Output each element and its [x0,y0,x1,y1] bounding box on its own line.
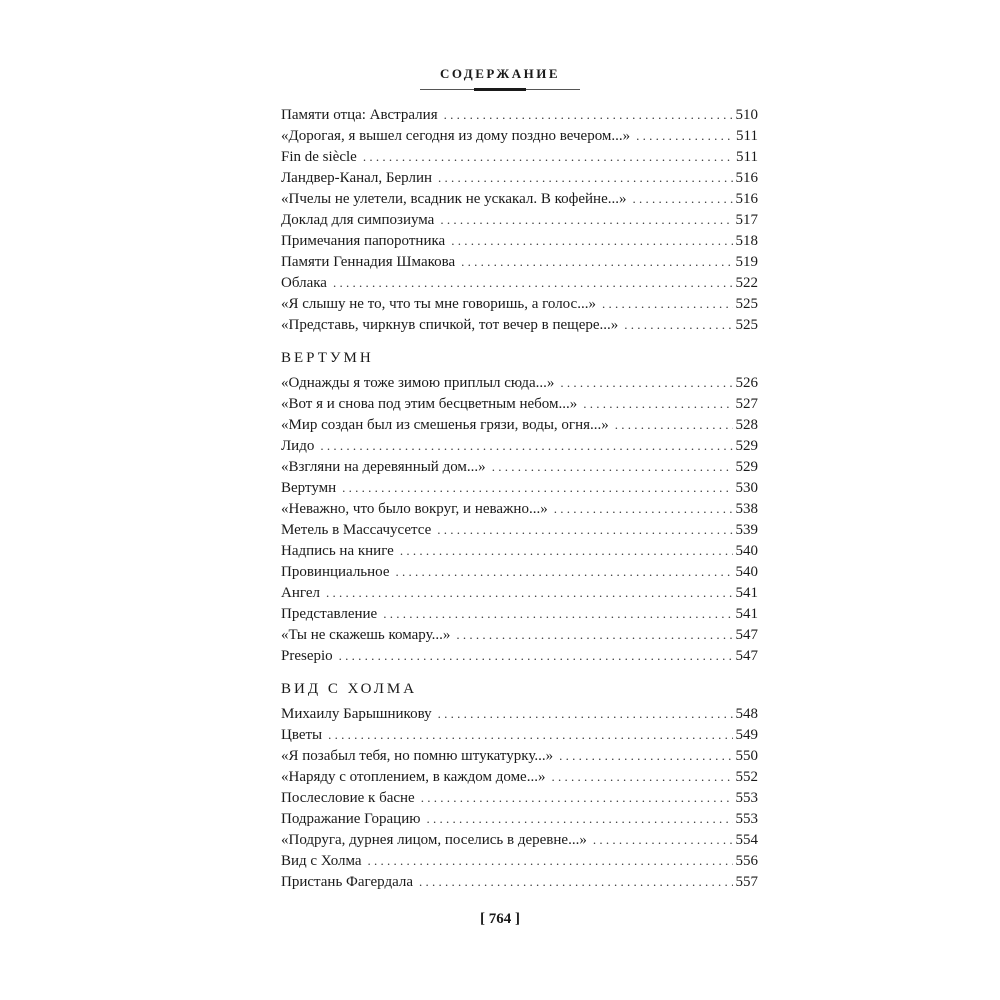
dot-leader [444,104,733,125]
toc-entry-title: «Взгляни на деревянный дом...» [281,459,486,475]
dot-leader [636,125,733,146]
toc-entry [281,456,758,477]
dot-leader [583,393,732,414]
toc-entry-title: Доклад для симпозиума [281,212,435,228]
dot-leader [551,766,732,787]
toc-entry-title: Метель в Массачусетсе [281,522,432,538]
toc-entry [281,372,758,393]
toc-entry-title: Presepio [281,648,333,664]
dot-leader [456,624,732,645]
table-of-contents [281,104,758,892]
toc-entry [281,188,758,209]
toc-entry-title: Представление [281,606,378,622]
toc-entry [281,561,758,582]
dot-leader [396,561,733,582]
dot-leader [440,209,732,230]
toc-entry [281,724,758,745]
toc-entry [281,808,758,829]
toc-entry-title: Примечания папоротника [281,233,446,249]
toc-entry [281,871,758,892]
toc-entry [281,251,758,272]
toc-entry-page: 549 [735,727,758,743]
toc-entry-title: «Мир создан был из смешенья грязи, воды, огня...» [281,417,609,433]
toc-entry-page: 541 [735,606,758,622]
toc-entry-page: 516 [735,191,758,207]
toc-entry [281,603,758,624]
dot-leader [368,850,733,871]
dot-leader [624,314,732,335]
toc-entry-page: 510 [735,107,758,123]
toc-entry [281,293,758,314]
toc-entry-page: 516 [735,170,758,186]
toc-entry [281,829,758,850]
toc-entry [281,435,758,456]
dot-leader [593,829,733,850]
toc-entry-title: Подражание Горацию [281,811,421,827]
toc-entry-title: Провинциальное [281,564,390,580]
toc-entry [281,314,758,335]
toc-entry-title: Послесловие к басне [281,790,415,806]
toc-entry [281,850,758,871]
toc-entry-title: Памяти Геннадия Шмакова [281,254,456,270]
dot-leader [554,498,733,519]
toc-entry [281,703,758,724]
dot-leader [320,435,732,456]
dot-leader [400,540,733,561]
dot-leader [632,188,732,209]
dot-leader [363,146,733,167]
toc-entry-title: Ландвер-Канал, Берлин [281,170,433,186]
toc-entry [281,498,758,519]
toc-entry-page: 538 [735,501,758,517]
toc-entry-title: Вид с Холма [281,853,362,869]
toc-entry-page: 511 [736,149,758,165]
toc-entry-page: 528 [735,417,758,433]
toc-entry-page: 539 [735,522,758,538]
dot-leader [421,787,733,808]
toc-entry [281,787,758,808]
dot-leader [419,871,732,892]
toc-entry-title: Лидо [281,438,315,454]
toc-entry-page: 511 [736,128,758,144]
toc-entry [281,230,758,251]
dot-leader [451,230,732,251]
dot-leader [339,645,733,666]
toc-entry-page: 548 [735,706,758,722]
toc-entry-title: «Я позабыл тебя, но помню штукатурку...» [281,748,554,764]
toc-entry-title: «Наряду с отоплением, в каждом доме...» [281,769,546,785]
toc-entry-title: Надпись на книге [281,543,394,559]
section-heading: ВЕРТУМН [281,350,374,366]
toc-entry [281,766,758,787]
toc-entry [281,519,758,540]
toc-entry-title: «Представь, чиркнув спичкой, тот вечер в пещере...» [281,317,619,333]
dot-leader [492,456,733,477]
dot-leader [602,293,733,314]
toc-entry-title: «Ты не скажешь комару...» [281,627,451,643]
dot-leader [615,414,733,435]
running-head: СОДЕРЖАНИЕ [439,66,561,81]
toc-entry-title: «Неважно, что было вокруг, и неважно...» [281,501,548,517]
dot-leader [326,582,733,603]
toc-entry-page: 553 [735,811,758,827]
toc-entry-title: «Подруга, дурнея лицом, поселись в деревне...» [281,832,587,848]
dot-leader [559,745,732,766]
toc-entry [281,146,758,167]
dot-leader [426,808,732,829]
toc-entry [281,477,758,498]
toc-entry-page: 519 [735,254,758,270]
toc-entry-page: 525 [735,296,758,312]
toc-entry-title: «Дорогая, я вышел сегодня из дому поздно вечером...» [281,128,631,144]
toc-entry-page: 552 [735,769,758,785]
toc-entry [281,745,758,766]
toc-entry-title: Цветы [281,727,323,743]
toc-entry [281,393,758,414]
toc-entry-page: 525 [735,317,758,333]
toc-entry-title: Ангел [281,585,320,601]
dot-leader [328,724,732,745]
toc-entry-title: Михаилу Барышникову [281,706,432,722]
toc-entry-page: 526 [735,375,758,391]
toc-entry-page: 554 [735,832,758,848]
toc-entry-page: 550 [735,748,758,764]
toc-entry [281,645,758,666]
toc-entry-page: 522 [735,275,758,291]
dot-leader [383,603,732,624]
toc-entry-page: 556 [735,853,758,869]
toc-entry [281,209,758,230]
page-number: [ 764 ] [480,911,520,927]
dot-leader [342,477,732,498]
toc-entry-page: 553 [735,790,758,806]
toc-entry-title: Облака [281,275,327,291]
toc-entry-page: 529 [735,438,758,454]
toc-entry-page: 557 [735,874,758,890]
toc-entry-title: Памяти отца: Австралия [281,107,438,123]
toc-entry [281,540,758,561]
toc-entry-title: Пристань Фагердала [281,874,414,890]
toc-entry-page: 547 [735,627,758,643]
toc-entry [281,125,758,146]
toc-entry-page: 517 [735,212,758,228]
toc-entry [281,272,758,293]
dot-leader [333,272,733,293]
dot-leader [461,251,732,272]
toc-entry-title: «Однажды я тоже зимою приплыл сюда...» [281,375,555,391]
dot-leader [437,519,732,540]
dot-leader [438,703,733,724]
toc-entry-title: «Вот я и снова под этим бесцветным небом...» [281,396,578,412]
toc-entry-page: 540 [735,543,758,559]
section-heading: ВИД С ХОЛМА [281,681,418,697]
toc-entry-page: 529 [735,459,758,475]
toc-entry-page: 541 [735,585,758,601]
dot-leader [438,167,732,188]
toc-entry [281,582,758,603]
toc-entry-page: 518 [735,233,758,249]
toc-entry-page: 547 [735,648,758,664]
toc-entry-title: Fin de siècle [281,149,357,165]
dot-leader [560,372,732,393]
toc-entry-title: Вертумн [281,480,337,496]
running-head-rule-accent [474,88,526,91]
toc-entry [281,167,758,188]
toc-entry [281,104,758,125]
toc-entry-page: 540 [735,564,758,580]
toc-entry-title: «Пчелы не улетели, всадник не ускакал. В кофейне...» [281,191,627,207]
toc-entry [281,624,758,645]
toc-entry-page: 530 [735,480,758,496]
toc-entry-page: 527 [735,396,758,412]
toc-entry [281,414,758,435]
toc-entry-title: «Я слышу не то, что ты мне говоришь, а голос...» [281,296,596,312]
